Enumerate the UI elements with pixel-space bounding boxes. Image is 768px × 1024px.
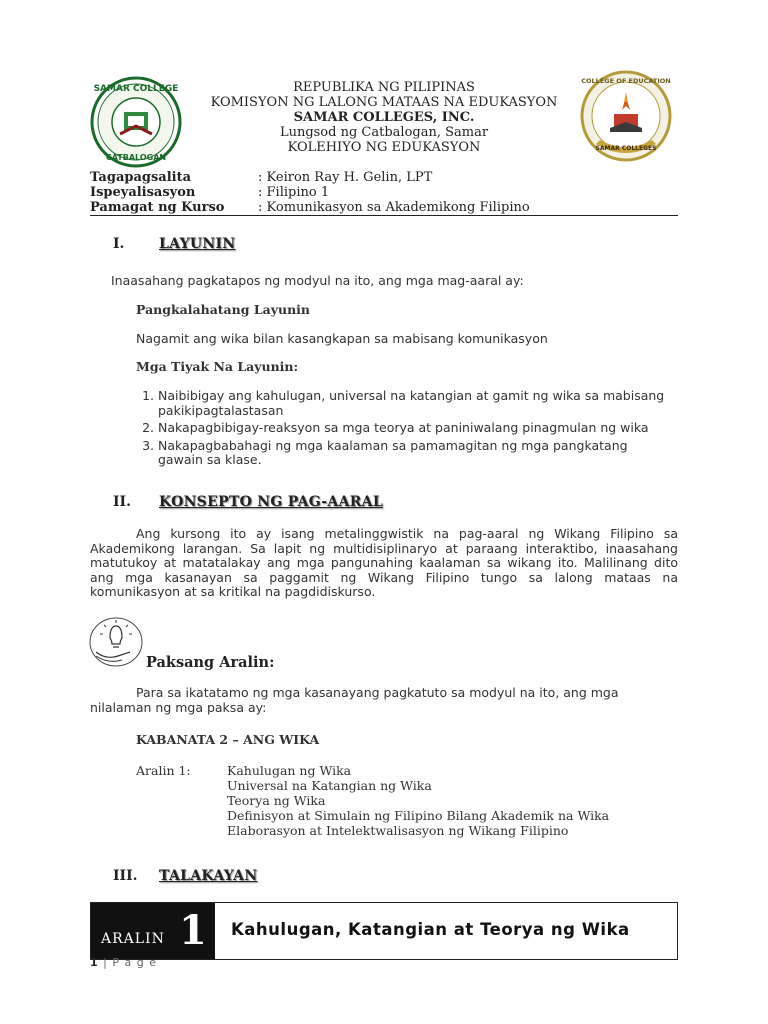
- page-label: | P a g e: [103, 956, 157, 969]
- lesson-topic-item: Teorya ng Wika: [227, 793, 326, 808]
- info-label: Ispeyalisasyon: [90, 185, 196, 200]
- lesson-topic-item: Kahulugan ng Wika: [227, 763, 352, 778]
- specific-objectives-list: [136, 389, 666, 471]
- info-row-speaker: [90, 170, 678, 186]
- lesson-topic-item: Definisyon at Simulain ng Filipino Bilang Akademik na Wika: [227, 808, 610, 823]
- objective-item: 3. Nakapagbabahagi ng mga kaalaman sa pamamagitan ng mga pangkatang gawain sa klase.: [158, 439, 666, 468]
- info-value: : Filipino 1: [258, 185, 330, 200]
- lesson-banner-dark-block: [91, 903, 215, 959]
- course-concept-paragraph: Ang kursong ito ay isang metalinggwistik na pag-aaral ng Wikang Filipino sa Akademikong larangan. Sa lapit ng multidisiplinaryo at paraang interaktibo, inaasahang matutukoy at matatalakay ang mga pangunahing kaalaman sa wikang ito. Malilinang dito ang mga kasanayan sa paggamit ng Wikang Filipino tungo sa lalong mataas na komunikasyon at sa kritikal na pagdidiskurso.: [90, 526, 678, 599]
- objective-item: 1. Naibibigay ang kahulugan, universal na katangian at gamit ng wika sa mabisang pakikipagtalastasan: [158, 389, 666, 418]
- info-label: Tagapagsalita: [90, 170, 192, 185]
- commission-line: KOMISYON NG LALONG MATAAS NA EDUKASYON: [210, 95, 558, 110]
- lesson-label: Aralin 1:: [136, 763, 191, 778]
- college-line: KOLEHIYO NG EDUKASYON: [287, 140, 481, 155]
- lightbulb-hand-icon: [88, 616, 144, 668]
- objectives-intro: Inaasahang pagkatapos ng modyul na ito, ang mga mag-aaral ay:: [111, 273, 524, 288]
- section-2-number: II.: [113, 494, 131, 510]
- section-3-number: III.: [113, 868, 138, 884]
- svg-text:COLLEGE OF EDUCATION: COLLEGE OF EDUCATION: [581, 77, 671, 85]
- info-value: : Komunikasyon sa Akademikong Filipino: [258, 200, 530, 215]
- city-line: Lungsod ng Catbalogan, Samar: [279, 125, 489, 140]
- chapter-heading: KABANATA 2 – ANG WIKA: [136, 732, 320, 747]
- header-divider: [90, 215, 678, 216]
- lesson-topics-list: [227, 763, 677, 838]
- lesson-banner-number: 1: [179, 907, 207, 954]
- lesson-topic-item: Universal na Katangian ng Wika: [227, 778, 432, 793]
- section-1-title: LAYUNIN: [159, 236, 236, 252]
- info-row-course-title: [90, 200, 678, 216]
- lesson-topic-item: Elaborasyon at Intelektwalisasyon ng Wikang Filipino: [227, 823, 569, 838]
- page-footer: [90, 956, 157, 969]
- info-row-specialization: [90, 185, 678, 201]
- lesson-banner-title: Kahulugan, Katangian at Teorya ng Wika: [231, 920, 630, 939]
- info-value: : Keiron Ray H. Gelin, LPT: [258, 170, 433, 185]
- republic-line: REPUBLIKA NG PILIPINAS: [293, 80, 475, 95]
- school-name: SAMAR COLLEGES, INC.: [293, 110, 475, 125]
- page-number: 1: [90, 956, 99, 969]
- lesson-banner: [90, 902, 678, 960]
- svg-text:SAMAR COLLEGE: SAMAR COLLEGE: [93, 84, 179, 94]
- svg-text:SAMAR COLLEGES: SAMAR COLLEGES: [595, 145, 657, 152]
- info-label: Pamagat ng Kurso: [90, 200, 225, 215]
- topic-lesson-heading: Paksang Aralin:: [146, 654, 275, 671]
- general-objective-heading: Pangkalahatang Layunin: [136, 302, 311, 317]
- svg-text:CATBALOGAN: CATBALOGAN: [105, 153, 167, 162]
- section-1-number: I.: [113, 236, 125, 252]
- topic-lesson-intro: Para sa ikatatamo ng mga kasanayang pagkatuto sa modyul na ito, ang mga nilalaman ng mga paksa ay:: [90, 685, 619, 715]
- objective-item: 2. Nakapagbibigay-reaksyon sa mga teorya at paniniwalang pinagmulan ng wika: [158, 421, 666, 436]
- section-3-title: TALAKAYAN: [159, 868, 258, 884]
- general-objective-text: Nagamit ang wika bilan kasangkapan sa mabisang komunikasyon: [136, 331, 548, 346]
- specific-objectives-heading: Mga Tiyak Na Layunin:: [136, 359, 299, 374]
- lesson-banner-word: ARALIN: [101, 931, 165, 947]
- section-2-title: KONSEPTO NG PAG-AARAL: [159, 494, 383, 510]
